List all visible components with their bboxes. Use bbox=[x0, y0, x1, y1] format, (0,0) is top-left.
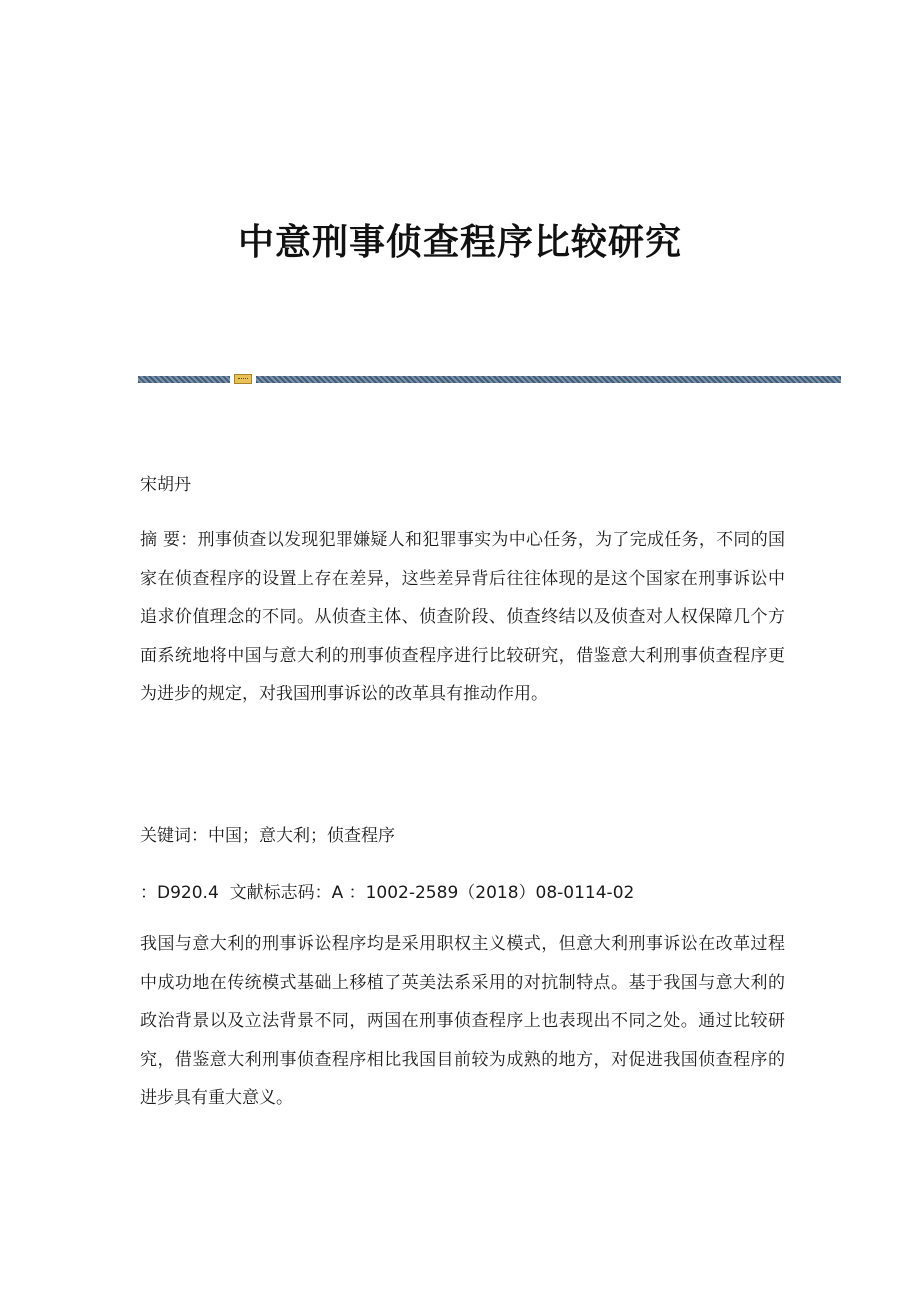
abstract-label: 摘 要： bbox=[140, 530, 198, 550]
abstract bbox=[140, 521, 785, 714]
divider-bar-right bbox=[256, 376, 841, 383]
title-divider bbox=[138, 374, 841, 384]
divider-bar-left bbox=[138, 376, 230, 383]
keywords bbox=[140, 820, 780, 852]
author: 宋胡丹 bbox=[140, 475, 191, 495]
keywords-text: 中国；意大利；侦查程序 bbox=[208, 826, 395, 846]
intro-paragraph: 我国与意大利的刑事诉讼程序均是采用职权主义模式，但意大利刑事诉讼在改革过程中成功地在传统模式基础上移植了英美法系采用的对抗制特点。基于我国与意大利的政治背景以及立法背景不同，两国在刑事侦查程序上也表现出不同之处。通过比较研究，借鉴意大利刑事侦查程序相比我国目前较为成熟的地方，对促进我国侦查程序的进步具有重大意义。 bbox=[140, 934, 785, 1108]
abstract-text: 刑事侦查以发现犯罪嫌疑人和犯罪事实为中心任务，为了完成任务，不同的国家在侦查程序的设置上存在差异，这些差异背后往往体现的是这个国家在刑事诉讼中追求价值理念的不同。从侦查主体、侦查阶段、侦查终结以及侦查对人权保障几个方面系统地将中国与意大利的刑事侦查程序进行比较研究，借鉴意大利刑事侦查程序更为进步的规定，对我国刑事诉讼的改革具有推动作用。 bbox=[140, 530, 786, 704]
classification-line: ：D920.4 文献标志码：A ：1002-2589（2018）08-0114-02 bbox=[140, 883, 635, 903]
document-title: 中意刑事侦查程序比较研究 bbox=[237, 221, 682, 263]
divider-badge-icon bbox=[234, 374, 252, 384]
keywords-label: 关键词： bbox=[140, 826, 208, 846]
